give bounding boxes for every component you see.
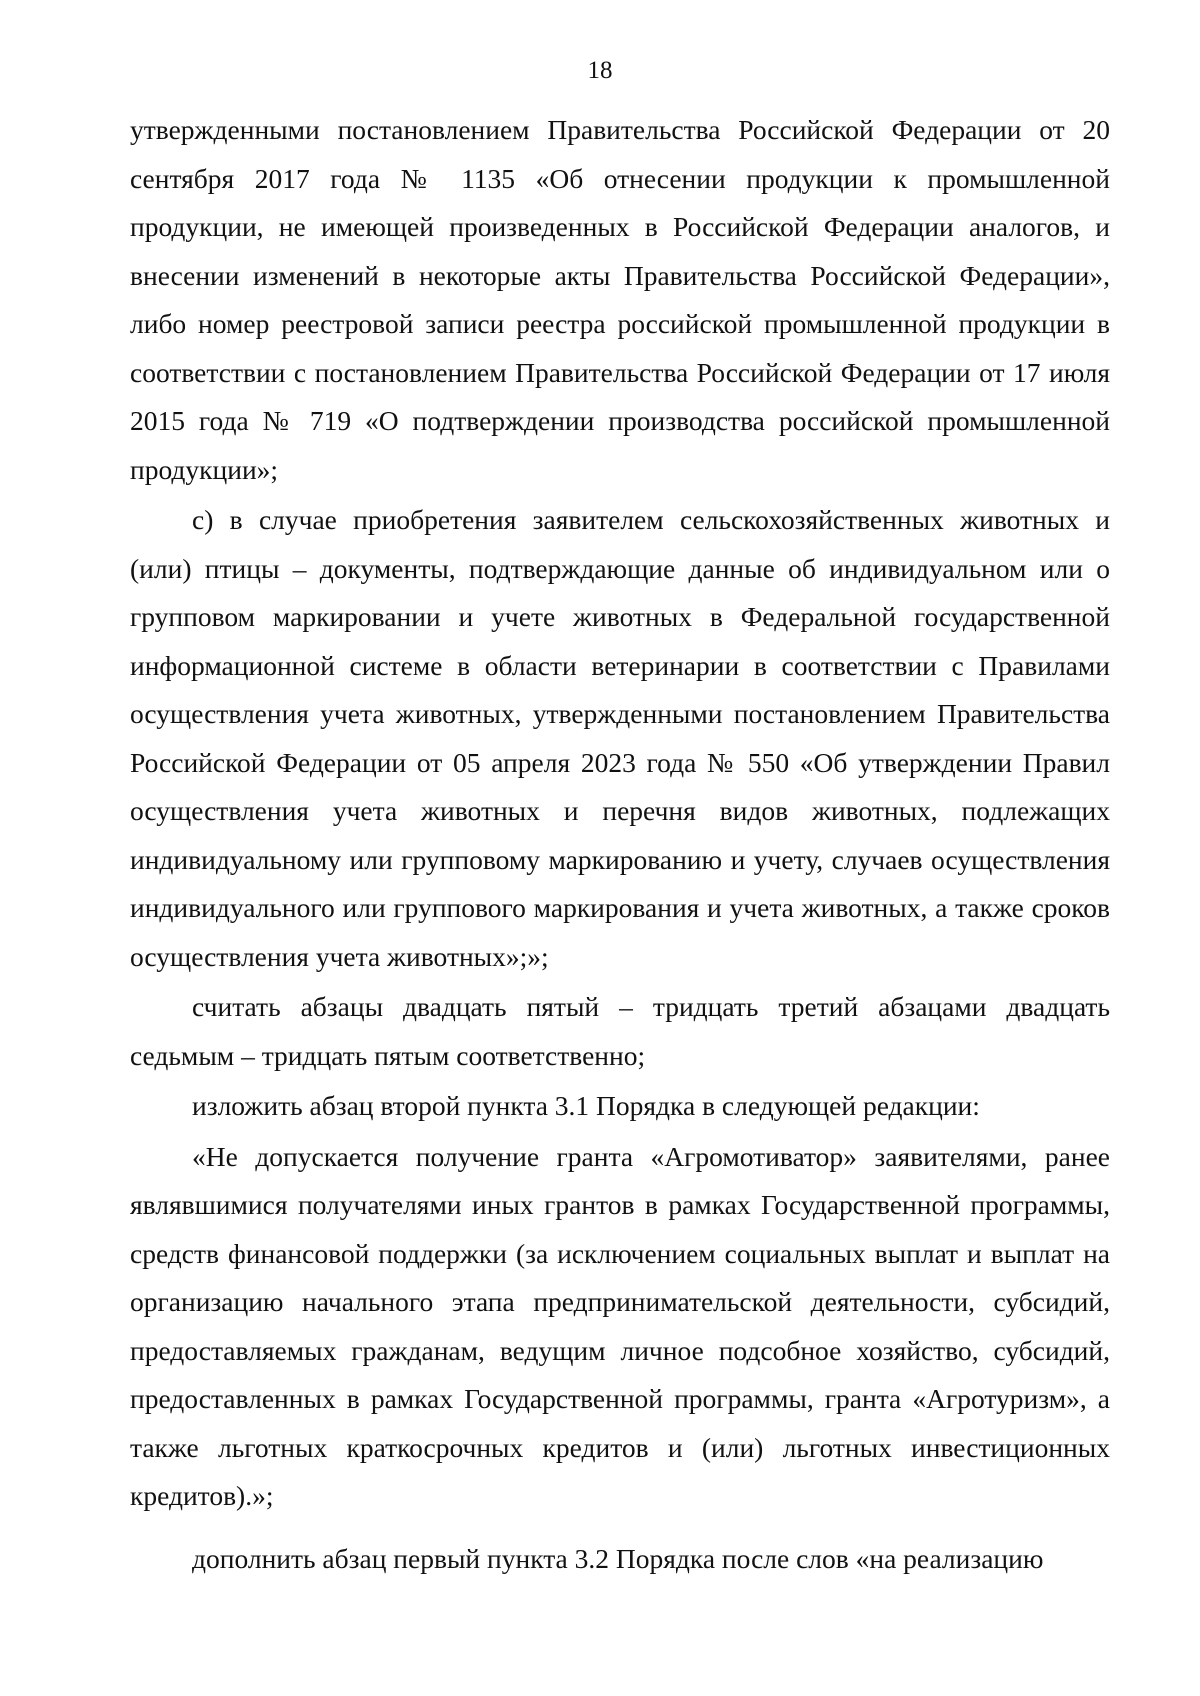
paragraph-renumbering: считать абзацы двадцать пятый – тридцать третий абзацами двадцать седьмым – тридцать пятым соответственно; [130,991,1110,1071]
paragraph-amend-3-2: дополнить абзац первый пункта 3.2 Порядка после слов «на реализацию [192,1542,1044,1574]
paragraph-new-text-3-1: «Не допускается получение гранта «Агромотиватор» заявителями, ранее являвшимися получателями иных грантов в рамках Государственной программы, средств финансовой поддержки (за исключением социальных выплат и выплат на организацию начального этапа предпринимательской деятельности, субсидий, предоставляемых гражданам, ведущим личное подсобное хозяйство, субсидий, предоставленных в рамках Государственной программы, гранта «Агротуризм», а также льготных краткосрочных кредитов и (или) льготных инвестиционных кредитов).»; [130,1140,1110,1511]
paragraph-amend-3-1: изложить абзац второй пункта 3.1 Порядка в следующей редакции: [192,1090,980,1121]
page-number: 18 [587,57,613,84]
document-body [130,106,1110,1583]
paragraph-continuation: утвержденными постановлением Правительства Российской Федерации от 20 сентября 2017 года № 1135 «Об отнесении продукции к промышленной продукции, не имеющей произведенных в Российской Федерации аналогов, и внесении изменений в некоторые акты Правительства Российской Федерации», либо номер реестровой записи реестра российской промышленной продукции в соответствии с постановлением Правительства Российской Федерации от 17 июля 2015 года № 719 «О подтверждении производства российской промышленной продукции»; [130,114,1110,485]
paragraph-item-c: с) в случае приобретения заявителем сельскохозяйственных животных и (или) птицы – документы, подтверждающие данные об индивидуальном или о групповом маркировании и учете животных в Федеральной государственной информационной системе в области ветеринарии в соответствии с Правилами осуществления учета животных, утвержденными постановлением Правительства Российской Федерации от 05 апреля 2023 года № 550 «Об утверждении Правил осуществления учета животных и перечня видов животных, подлежащих индивидуальному или групповому маркированию и учету, случаев осуществления индивидуального или группового маркирования и учета животных, а также сроков осуществления учета животных»;»; [130,504,1110,972]
